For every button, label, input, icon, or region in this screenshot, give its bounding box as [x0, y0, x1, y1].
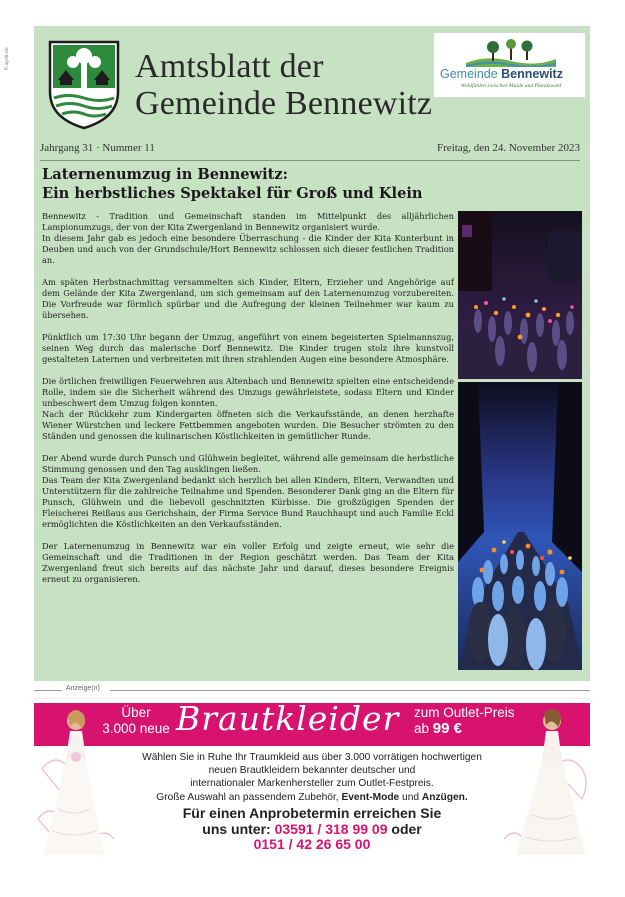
- logo-tagline: Wohlfühlen zwischen Mulde und Planitzwald: [460, 83, 562, 89]
- ad-phone-1[interactable]: 03591 / 318 99 09: [274, 820, 388, 837]
- ad-divider-left: [34, 690, 62, 691]
- ad-cta-text: oder: [387, 820, 422, 837]
- ad-phone-2[interactable]: 0151 / 42 26 65 00: [253, 836, 371, 852]
- article-paragraph: [42, 376, 454, 442]
- lantern-parade-photo-1: [458, 211, 582, 379]
- masthead-line-2: Gemeinde Bennewitz: [135, 85, 433, 122]
- article-text: Das Team der Kita Zwergenland bedankt sich herzlich bei allen Kindern, Eltern, Verwandten und Unterstützern für die zahlreiche Teilnahme und Spenden. Besonderer Dank ging an die Eltern für Punsch, Glühwein und die liebevoll geschnitzten Kürbisse. Die großzügigen Spenden der Fleischerei Reißaus aus Gerichshain, der Firma Service Bund Rauchhaupt und auch Familie Eckl ermöglichten die Köstlichkeiten an den Verkaufsständen.: [42, 475, 454, 529]
- article-text: Der Abend wurde durch Punsch und Glühwein begleitet, während alle gemeinsam die herbstliche Stimmung genossen und den Tag ausklingen ließen.: [42, 453, 454, 474]
- article-paragraph: [42, 211, 454, 266]
- headline-line-1: Laternenumzug in Bennewitz:: [42, 166, 289, 183]
- article-text: In diesem Jahr gab es jedoch eine besondere Überraschung - die Kinder der Kita Kunterbunt in Deuben und auch von der Grundschule/Hort Bennewitz schlossen sich dieser festlichen Tradition an.: [42, 233, 454, 265]
- ad-line-part: und: [399, 791, 422, 803]
- ad-line: Wählen Sie in Ruhe Ihr Traumkleid aus über 3.000 vorrätigen hochwertigen: [142, 752, 482, 763]
- ad-line: [34, 791, 590, 804]
- divider: [40, 160, 580, 161]
- ad-cta-line-2: [34, 822, 590, 838]
- ad-outlet-price: [414, 705, 515, 737]
- ad-divider-right: [110, 690, 590, 691]
- ad-label: Anzeige(n): [66, 685, 100, 692]
- article-paragraph: Der Laternenumzug in Bennewitz war ein voller Erfolg und zeigte erneut, wie sehr die Gemeinschaft und die Traditionen in der Region geschätzt werden. Das Team der Kita Zwergenland freut sich bereits auf das nächste Jahr und darauf, dieses besondere Ereignis erneut zu organisieren.: [42, 541, 454, 584]
- ad-outlet-line-2: [414, 721, 515, 737]
- ad-price-value: 99 €: [432, 720, 462, 737]
- ad-script-title: Brautkleider: [176, 699, 400, 738]
- ad-contact: [34, 806, 590, 853]
- ad-cta-text: uns unter:: [202, 820, 275, 837]
- ad-line-part-bold: Anzügen.: [421, 791, 468, 803]
- ad-outlet-line-1: zum Outlet-Preis: [414, 705, 515, 720]
- article-text: Nach der Rückkehr zum Kindergarten öffneten sich die Verkaufsstände, an denen herzhafte Wiener Würstchen und leckere Fettbemmen angeboten wurden. Die Besucher strömten zu den Ständen und genossen die kulinarischen Köstlichkeiten in gemütlicher Runde.: [42, 409, 454, 441]
- logo-brand-bennewitz: Bennewitz: [501, 67, 563, 81]
- ad-line: neuen Brautkleidern bekannter deutscher und: [208, 765, 416, 777]
- article-body: [42, 211, 454, 596]
- logo-brand-gemeinde: Gemeinde: [440, 67, 502, 81]
- coat-of-arms-icon: [48, 40, 120, 130]
- ad-line-part-bold: Event-Mode: [341, 791, 400, 803]
- headline-line-2: Ein herbstliches Spektakel für Groß und Klein: [42, 185, 423, 202]
- ad-line-part: Große Auswahl an passendem Zubehör,: [156, 791, 342, 803]
- article-headline: [42, 165, 582, 203]
- ad-uber-line-1: Über: [121, 705, 151, 720]
- tree-logo-icon: [466, 39, 556, 67]
- ad-outlet-ab: ab: [414, 721, 433, 736]
- lantern-parade-photo-2: [458, 382, 582, 670]
- issue-date: Freitag, den 24. November 2023: [437, 142, 580, 154]
- masthead-title: [135, 48, 432, 122]
- ad-description: [34, 751, 590, 804]
- logo-brand-text: [440, 67, 563, 81]
- issue-line: [40, 142, 580, 156]
- masthead-line-1: Amtsblatt der: [135, 48, 324, 85]
- bridal-advertisement: [34, 698, 590, 856]
- ad-line: internationaler Markenhersteller zum Outlet-Festpreis.: [190, 778, 434, 790]
- article-paragraph: [42, 453, 454, 530]
- print-side-label: Pi.agrAI.sto: [4, 47, 9, 70]
- article-text: Bennewitz - Tradition und Gemeinschaft standen im Mittelpunkt des alljährlichen Lampionumzugs, der von der Kita Zwergenland in Bennewitz organisiert wurde.: [42, 211, 454, 232]
- article-paragraph: Pünktlich um 17:30 Uhr begann der Umzug, angeführt von einem begeisterten Spielmannszug, seinen Weg durch das malerische Dorf Bennewitz. Die Kinder trugen stolz ihre kunstvoll gestalteten Laternen und verbreiteten mit ihren strahlenden Augen eine besondere Atmosphäre.: [42, 332, 454, 364]
- ad-offer-count: [96, 705, 176, 737]
- amtsblatt-page: [34, 26, 590, 681]
- ad-cta-line-1: Für einen Anprobetermin erreichen Sie: [182, 805, 442, 821]
- municipality-logo: [433, 32, 586, 98]
- ad-uber-line-2: 3.000 neue: [102, 721, 170, 736]
- article-text: Die örtlichen freiwilligen Feuerwehren aus Altenbach und Bennewitz spielten eine entscheidende Rolle, indem sie die Sicherheit während des Umzugs gewährleistete, sodass Eltern und Kinder unbeschwert dem Umzug folgen konnten.: [42, 376, 454, 408]
- issue-number: Jahrgang 31 · Nummer 11: [40, 142, 155, 154]
- article-paragraph: Am späten Herbstnachmittag versammelten sich Kinder, Eltern, Erzieher und Angehörige auf dem Gelände der Kita Zwergenland, um sich gemeinsam auf den Laternenumzug vorzubereiten. Die Vorfreude war förmlich spürbar und die Aufregung der kleinen Teilnehmer war kaum zu übersehen.: [42, 277, 454, 320]
